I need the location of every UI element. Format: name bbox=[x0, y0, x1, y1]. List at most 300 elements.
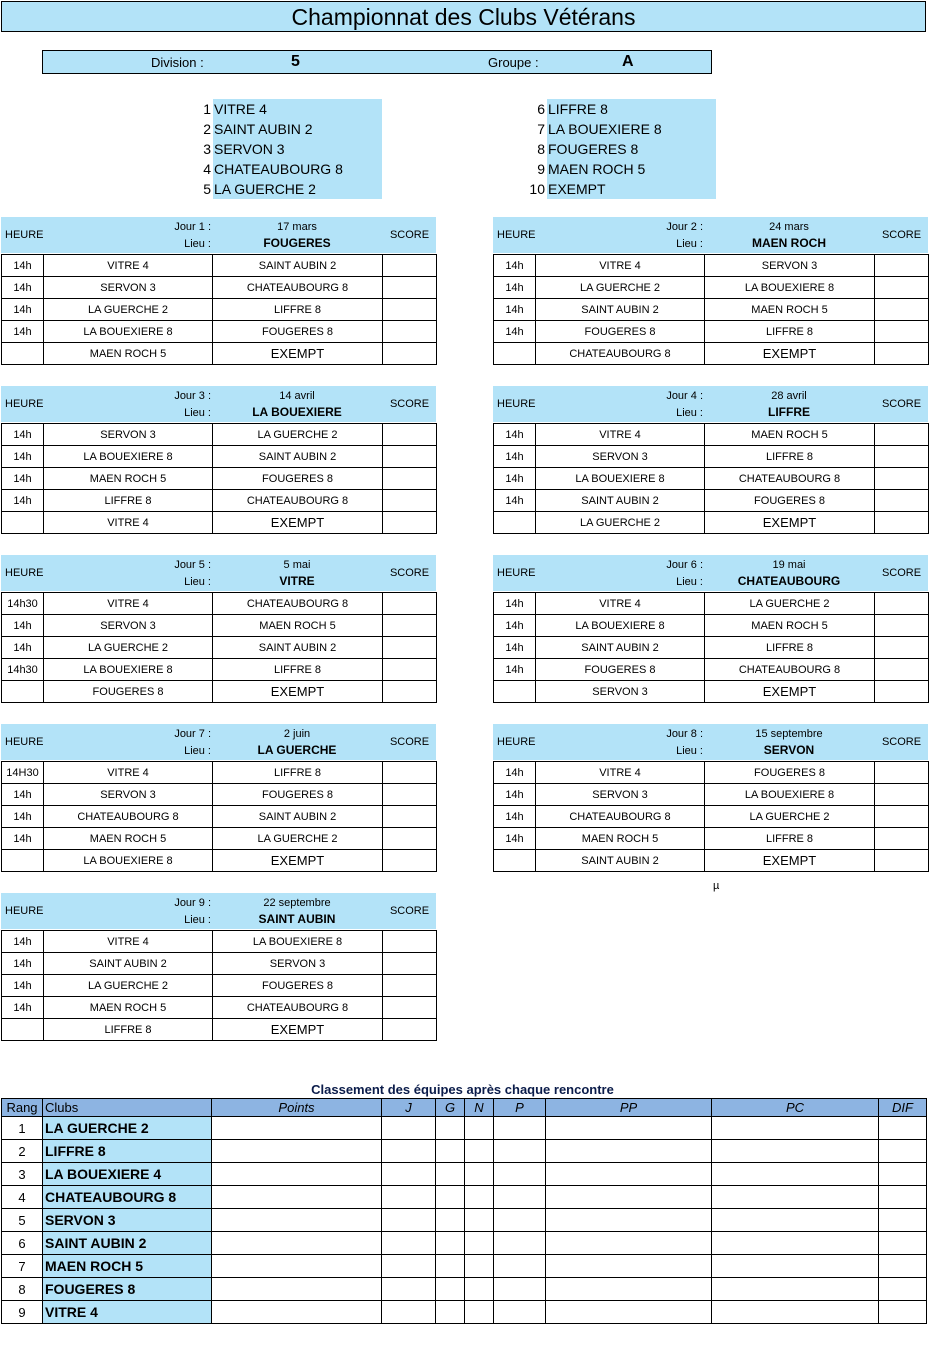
team-number: 1 bbox=[203, 101, 211, 117]
team-name: EXEMPT bbox=[547, 179, 716, 199]
table-row bbox=[494, 659, 929, 681]
score-cell[interactable] bbox=[875, 762, 929, 784]
score-cell[interactable] bbox=[875, 681, 929, 703]
table-row bbox=[2, 615, 437, 637]
stat-cell[interactable] bbox=[546, 1301, 712, 1324]
ranking-table bbox=[1, 1098, 927, 1324]
match-time bbox=[2, 1019, 44, 1041]
table-row bbox=[494, 277, 929, 299]
table-row bbox=[2, 1019, 437, 1041]
stat-cell[interactable] bbox=[546, 1278, 712, 1301]
home-team: SERVON 3 bbox=[44, 784, 213, 806]
stat-cell[interactable] bbox=[465, 1232, 494, 1255]
home-team: SAINT AUBIN 2 bbox=[536, 490, 705, 512]
away-team: LA BOUEXIERE 8 bbox=[705, 784, 875, 806]
match-venue: CHATEAUBOURG bbox=[737, 574, 841, 588]
stat-cell[interactable] bbox=[212, 1163, 382, 1186]
stat-cell[interactable] bbox=[879, 1301, 927, 1324]
stat-cell[interactable] bbox=[382, 1163, 436, 1186]
match-table bbox=[493, 592, 929, 703]
home-team: MAEN ROCH 5 bbox=[44, 828, 213, 850]
stat-cell[interactable] bbox=[382, 1209, 436, 1232]
home-team: VITRE 4 bbox=[536, 255, 705, 277]
table-row bbox=[2, 277, 437, 299]
stat-cell[interactable] bbox=[212, 1209, 382, 1232]
match-time: 14h bbox=[2, 446, 44, 468]
stat-cell[interactable] bbox=[465, 1301, 494, 1324]
match-date: 14 avril bbox=[279, 390, 315, 402]
team-list-item bbox=[181, 119, 381, 139]
match-date: 5 mai bbox=[283, 559, 311, 571]
match-venue: SERVON bbox=[763, 743, 815, 757]
away-team: LA GUERCHE 2 bbox=[213, 828, 383, 850]
group-value: A bbox=[622, 53, 634, 70]
match-time bbox=[494, 343, 536, 365]
stat-cell[interactable] bbox=[465, 1255, 494, 1278]
away-team: LIFFRE 8 bbox=[213, 659, 383, 681]
stat-cell[interactable] bbox=[546, 1232, 712, 1255]
stat-cell[interactable] bbox=[546, 1186, 712, 1209]
stat-cell[interactable] bbox=[712, 1163, 879, 1186]
stat-cell[interactable] bbox=[494, 1301, 546, 1324]
table-row bbox=[2, 975, 437, 997]
table-row bbox=[2, 321, 437, 343]
match-date: 19 mai bbox=[772, 559, 806, 571]
match-time: 14h bbox=[2, 255, 44, 277]
match-venue: SAINT AUBIN bbox=[258, 912, 336, 926]
score-cell[interactable] bbox=[875, 850, 929, 872]
heure-label: HEURE bbox=[5, 398, 44, 410]
table-row bbox=[2, 659, 437, 681]
home-team: LA GUERCHE 2 bbox=[44, 975, 213, 997]
score-cell[interactable] bbox=[383, 321, 437, 343]
table-row bbox=[2, 468, 437, 490]
match-time: 14h bbox=[494, 659, 536, 681]
match-date: 15 septembre bbox=[755, 728, 823, 740]
stat-cell[interactable] bbox=[879, 1140, 927, 1163]
score-cell[interactable] bbox=[383, 490, 437, 512]
stat-cell[interactable] bbox=[494, 1209, 546, 1232]
stat-cell[interactable] bbox=[212, 1186, 382, 1209]
table-row bbox=[2, 593, 437, 615]
stat-cell[interactable] bbox=[494, 1255, 546, 1278]
stat-cell[interactable] bbox=[436, 1209, 465, 1232]
heure-label: HEURE bbox=[5, 229, 44, 241]
score-cell[interactable] bbox=[383, 1019, 437, 1041]
home-team: LA GUERCHE 2 bbox=[536, 512, 705, 534]
team-list-item bbox=[181, 139, 381, 159]
match-date: 2 juin bbox=[283, 728, 311, 740]
home-team: FOUGERES 8 bbox=[536, 659, 705, 681]
score-cell[interactable] bbox=[383, 762, 437, 784]
team-number: 9 bbox=[537, 161, 545, 177]
score-cell[interactable] bbox=[875, 637, 929, 659]
stat-cell[interactable] bbox=[879, 1278, 927, 1301]
ranking-header-dif: DIF bbox=[879, 1099, 927, 1117]
stat-cell[interactable] bbox=[494, 1278, 546, 1301]
away-team: LA GUERCHE 2 bbox=[705, 593, 875, 615]
stat-cell[interactable] bbox=[546, 1255, 712, 1278]
match-time: 14h bbox=[494, 468, 536, 490]
score-cell[interactable] bbox=[383, 828, 437, 850]
away-team: SERVON 3 bbox=[213, 953, 383, 975]
score-cell[interactable] bbox=[875, 424, 929, 446]
away-team: LA GUERCHE 2 bbox=[705, 806, 875, 828]
table-row bbox=[2, 953, 437, 975]
club-cell: LIFFRE 8 bbox=[43, 1140, 212, 1163]
lieu-label: Lieu : bbox=[676, 407, 703, 419]
score-cell[interactable] bbox=[383, 806, 437, 828]
group-label: Groupe : bbox=[488, 55, 539, 70]
table-row bbox=[2, 806, 437, 828]
heure-label: HEURE bbox=[497, 398, 536, 410]
stat-cell[interactable] bbox=[212, 1301, 382, 1324]
match-table bbox=[1, 930, 437, 1041]
stat-cell[interactable] bbox=[494, 1117, 546, 1140]
match-time bbox=[494, 512, 536, 534]
jour-label: Jour 6 : bbox=[666, 559, 703, 571]
table-row bbox=[2, 512, 437, 534]
table-row bbox=[2, 446, 437, 468]
match-time: 14h bbox=[494, 277, 536, 299]
stat-cell[interactable] bbox=[382, 1186, 436, 1209]
team-number: 7 bbox=[537, 121, 545, 137]
away-team: LIFFRE 8 bbox=[705, 446, 875, 468]
team-number: 2 bbox=[203, 121, 211, 137]
away-team: CHATEAUBOURG 8 bbox=[213, 593, 383, 615]
away-team: SERVON 3 bbox=[705, 255, 875, 277]
score-label: SCORE bbox=[389, 736, 430, 748]
table-row bbox=[2, 1163, 927, 1186]
stat-cell[interactable] bbox=[465, 1117, 494, 1140]
table-row bbox=[494, 321, 929, 343]
club-cell: FOUGERES 8 bbox=[43, 1278, 212, 1301]
stat-cell[interactable] bbox=[546, 1163, 712, 1186]
jour-label: Jour 5 : bbox=[174, 559, 211, 571]
home-team: SAINT AUBIN 2 bbox=[536, 850, 705, 872]
home-team: VITRE 4 bbox=[44, 512, 213, 534]
score-cell[interactable] bbox=[383, 850, 437, 872]
mu-mark: µ bbox=[713, 880, 720, 892]
away-team: MAEN ROCH 5 bbox=[705, 424, 875, 446]
score-cell[interactable] bbox=[383, 681, 437, 703]
stat-cell[interactable] bbox=[712, 1186, 879, 1209]
home-team: VITRE 4 bbox=[44, 593, 213, 615]
score-cell[interactable] bbox=[383, 255, 437, 277]
away-team: EXEMPT bbox=[213, 1019, 383, 1041]
away-team: CHATEAUBOURG 8 bbox=[705, 468, 875, 490]
score-cell[interactable] bbox=[383, 637, 437, 659]
stat-cell[interactable] bbox=[212, 1278, 382, 1301]
rank-cell: 9 bbox=[2, 1301, 43, 1324]
stat-cell[interactable] bbox=[494, 1232, 546, 1255]
match-venue: FOUGERES bbox=[263, 236, 331, 250]
stat-cell[interactable] bbox=[712, 1209, 879, 1232]
match-time: 14h30 bbox=[2, 593, 44, 615]
score-cell[interactable] bbox=[383, 446, 437, 468]
score-cell[interactable] bbox=[875, 277, 929, 299]
away-team: CHATEAUBOURG 8 bbox=[213, 997, 383, 1019]
score-cell[interactable] bbox=[383, 468, 437, 490]
away-team: LIFFRE 8 bbox=[705, 321, 875, 343]
home-team: SERVON 3 bbox=[536, 446, 705, 468]
table-row bbox=[2, 931, 437, 953]
home-team: SAINT AUBIN 2 bbox=[536, 299, 705, 321]
lieu-label: Lieu : bbox=[184, 914, 211, 926]
score-cell[interactable] bbox=[383, 975, 437, 997]
jour-label: Jour 3 : bbox=[174, 390, 211, 402]
score-cell[interactable] bbox=[383, 343, 437, 365]
home-team: LA GUERCHE 2 bbox=[44, 637, 213, 659]
match-table bbox=[1, 423, 437, 534]
match-time: 14h bbox=[2, 299, 44, 321]
stat-cell[interactable] bbox=[212, 1140, 382, 1163]
match-time: 14h bbox=[2, 424, 44, 446]
team-number: 6 bbox=[537, 101, 545, 117]
stat-cell[interactable] bbox=[382, 1278, 436, 1301]
score-cell[interactable] bbox=[383, 615, 437, 637]
match-time: 14h bbox=[494, 490, 536, 512]
home-team: VITRE 4 bbox=[44, 255, 213, 277]
table-row bbox=[2, 299, 437, 321]
match-time: 14h bbox=[494, 255, 536, 277]
away-team: CHATEAUBOURG 8 bbox=[213, 277, 383, 299]
club-cell: CHATEAUBOURG 8 bbox=[43, 1186, 212, 1209]
lieu-label: Lieu : bbox=[676, 576, 703, 588]
score-cell[interactable] bbox=[875, 446, 929, 468]
stat-cell[interactable] bbox=[436, 1163, 465, 1186]
match-time: 14h bbox=[2, 490, 44, 512]
match-time: 14h bbox=[2, 806, 44, 828]
stat-cell[interactable] bbox=[436, 1232, 465, 1255]
match-time bbox=[2, 343, 44, 365]
lieu-label: Lieu : bbox=[676, 238, 703, 250]
match-time: 14h bbox=[2, 997, 44, 1019]
match-day-header bbox=[493, 386, 928, 422]
home-team: MAEN ROCH 5 bbox=[44, 468, 213, 490]
home-team: CHATEAUBOURG 8 bbox=[44, 806, 213, 828]
match-day-header bbox=[493, 724, 928, 760]
table-row bbox=[2, 681, 437, 703]
table-row bbox=[494, 299, 929, 321]
stat-cell[interactable] bbox=[546, 1209, 712, 1232]
score-label: SCORE bbox=[389, 229, 430, 241]
home-team: LA GUERCHE 2 bbox=[536, 277, 705, 299]
table-row bbox=[2, 490, 437, 512]
lieu-label: Lieu : bbox=[184, 576, 211, 588]
club-cell: MAEN ROCH 5 bbox=[43, 1255, 212, 1278]
rank-cell: 5 bbox=[2, 1209, 43, 1232]
match-time: 14h bbox=[494, 806, 536, 828]
table-row bbox=[2, 1117, 927, 1140]
stat-cell[interactable] bbox=[436, 1255, 465, 1278]
stat-cell[interactable] bbox=[212, 1255, 382, 1278]
score-cell[interactable] bbox=[875, 806, 929, 828]
score-cell[interactable] bbox=[383, 299, 437, 321]
home-team: VITRE 4 bbox=[44, 931, 213, 953]
stat-cell[interactable] bbox=[546, 1140, 712, 1163]
score-cell[interactable] bbox=[383, 277, 437, 299]
stat-cell[interactable] bbox=[494, 1163, 546, 1186]
stat-cell[interactable] bbox=[436, 1140, 465, 1163]
stat-cell[interactable] bbox=[382, 1255, 436, 1278]
score-label: SCORE bbox=[389, 398, 430, 410]
stat-cell[interactable] bbox=[465, 1209, 494, 1232]
jour-label: Jour 2 : bbox=[666, 221, 703, 233]
ranking-header-g: G bbox=[436, 1099, 465, 1117]
match-time: 14h bbox=[2, 828, 44, 850]
score-cell[interactable] bbox=[383, 784, 437, 806]
stat-cell[interactable] bbox=[879, 1117, 927, 1140]
stat-cell[interactable] bbox=[494, 1140, 546, 1163]
away-team: SAINT AUBIN 2 bbox=[213, 446, 383, 468]
match-time: 14h bbox=[2, 784, 44, 806]
away-team: EXEMPT bbox=[705, 850, 875, 872]
match-table bbox=[1, 761, 437, 872]
home-team: SERVON 3 bbox=[44, 277, 213, 299]
score-cell[interactable] bbox=[875, 490, 929, 512]
score-cell[interactable] bbox=[875, 593, 929, 615]
stat-cell[interactable] bbox=[879, 1232, 927, 1255]
stat-cell[interactable] bbox=[879, 1163, 927, 1186]
match-table bbox=[1, 254, 437, 365]
match-venue: VITRE bbox=[279, 574, 315, 588]
stat-cell[interactable] bbox=[879, 1255, 927, 1278]
score-label: SCORE bbox=[389, 905, 430, 917]
stat-cell[interactable] bbox=[436, 1301, 465, 1324]
score-label: SCORE bbox=[389, 567, 430, 579]
match-venue: LIFFRE bbox=[768, 405, 810, 419]
stat-cell[interactable] bbox=[436, 1117, 465, 1140]
score-cell[interactable] bbox=[875, 615, 929, 637]
match-time: 14h bbox=[494, 424, 536, 446]
home-team: LA BOUEXIERE 8 bbox=[536, 468, 705, 490]
score-cell[interactable] bbox=[383, 593, 437, 615]
stat-cell[interactable] bbox=[879, 1186, 927, 1209]
team-list-item bbox=[515, 159, 715, 179]
away-team: LA BOUEXIERE 8 bbox=[705, 277, 875, 299]
match-time: 14h bbox=[494, 784, 536, 806]
ranking-header-p: P bbox=[494, 1099, 546, 1117]
away-team: LIFFRE 8 bbox=[705, 637, 875, 659]
stat-cell[interactable] bbox=[382, 1301, 436, 1324]
stat-cell[interactable] bbox=[465, 1163, 494, 1186]
stat-cell[interactable] bbox=[712, 1232, 879, 1255]
away-team: FOUGERES 8 bbox=[213, 321, 383, 343]
match-time bbox=[2, 681, 44, 703]
stat-cell[interactable] bbox=[212, 1232, 382, 1255]
club-cell: SERVON 3 bbox=[43, 1209, 212, 1232]
home-team: SERVON 3 bbox=[536, 681, 705, 703]
home-team: VITRE 4 bbox=[536, 424, 705, 446]
table-row bbox=[494, 806, 929, 828]
score-cell[interactable] bbox=[383, 997, 437, 1019]
ranking-header-j: J bbox=[382, 1099, 436, 1117]
score-cell[interactable] bbox=[383, 931, 437, 953]
team-list-item bbox=[181, 159, 381, 179]
match-time: 14h bbox=[2, 953, 44, 975]
score-cell[interactable] bbox=[875, 255, 929, 277]
score-cell[interactable] bbox=[875, 321, 929, 343]
team-name: SERVON 3 bbox=[213, 139, 382, 159]
stat-cell[interactable] bbox=[382, 1232, 436, 1255]
stat-cell[interactable] bbox=[465, 1140, 494, 1163]
score-cell[interactable] bbox=[875, 784, 929, 806]
table-row bbox=[2, 1301, 927, 1324]
stat-cell[interactable] bbox=[712, 1301, 879, 1324]
table-row bbox=[494, 681, 929, 703]
score-cell[interactable] bbox=[875, 299, 929, 321]
stat-cell[interactable] bbox=[465, 1278, 494, 1301]
score-cell[interactable] bbox=[383, 953, 437, 975]
stat-cell[interactable] bbox=[712, 1278, 879, 1301]
stat-cell[interactable] bbox=[382, 1117, 436, 1140]
score-label: SCORE bbox=[881, 736, 922, 748]
away-team: EXEMPT bbox=[705, 343, 875, 365]
away-team: FOUGERES 8 bbox=[213, 468, 383, 490]
stat-cell[interactable] bbox=[712, 1140, 879, 1163]
away-team: MAEN ROCH 5 bbox=[705, 615, 875, 637]
ranking-header-points: Points bbox=[212, 1099, 382, 1117]
match-time: 14h bbox=[494, 321, 536, 343]
rank-cell: 3 bbox=[2, 1163, 43, 1186]
stat-cell[interactable] bbox=[879, 1209, 927, 1232]
home-team: CHATEAUBOURG 8 bbox=[536, 806, 705, 828]
rank-cell: 2 bbox=[2, 1140, 43, 1163]
stat-cell[interactable] bbox=[212, 1117, 382, 1140]
table-row bbox=[2, 784, 437, 806]
score-cell[interactable] bbox=[875, 343, 929, 365]
away-team: FOUGERES 8 bbox=[705, 762, 875, 784]
match-time bbox=[2, 512, 44, 534]
score-cell[interactable] bbox=[875, 468, 929, 490]
score-cell[interactable] bbox=[875, 828, 929, 850]
table-row bbox=[2, 1255, 927, 1278]
table-row bbox=[494, 762, 929, 784]
team-name: FOUGERES 8 bbox=[547, 139, 716, 159]
stat-cell[interactable] bbox=[436, 1278, 465, 1301]
stat-cell[interactable] bbox=[494, 1186, 546, 1209]
table-row bbox=[2, 1140, 927, 1163]
match-day-header bbox=[1, 893, 436, 929]
match-time: 14h bbox=[494, 446, 536, 468]
home-team: MAEN ROCH 5 bbox=[44, 343, 213, 365]
match-time bbox=[494, 681, 536, 703]
stat-cell[interactable] bbox=[465, 1186, 494, 1209]
score-cell[interactable] bbox=[875, 659, 929, 681]
stat-cell[interactable] bbox=[712, 1117, 879, 1140]
score-cell[interactable] bbox=[383, 512, 437, 534]
match-day-header bbox=[1, 724, 436, 760]
home-team: CHATEAUBOURG 8 bbox=[536, 343, 705, 365]
match-date: 24 mars bbox=[769, 221, 809, 233]
table-row bbox=[494, 512, 929, 534]
heure-label: HEURE bbox=[497, 229, 536, 241]
match-time: 14h bbox=[494, 593, 536, 615]
stat-cell[interactable] bbox=[712, 1255, 879, 1278]
away-team: FOUGERES 8 bbox=[213, 784, 383, 806]
score-cell[interactable] bbox=[383, 424, 437, 446]
table-row bbox=[494, 255, 929, 277]
stat-cell[interactable] bbox=[436, 1186, 465, 1209]
score-cell[interactable] bbox=[383, 659, 437, 681]
stat-cell[interactable] bbox=[546, 1117, 712, 1140]
stat-cell[interactable] bbox=[382, 1140, 436, 1163]
table-row bbox=[2, 997, 437, 1019]
rank-cell: 7 bbox=[2, 1255, 43, 1278]
table-row bbox=[2, 637, 437, 659]
score-cell[interactable] bbox=[875, 512, 929, 534]
